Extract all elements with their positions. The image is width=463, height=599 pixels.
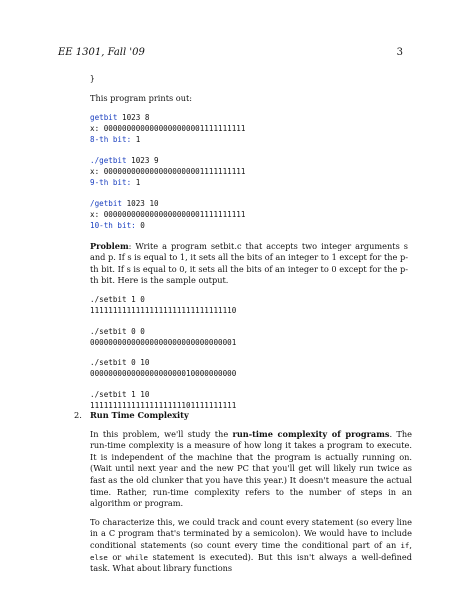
bit-label: 10-th bit:	[90, 221, 136, 231]
setbit-run-4	[90, 389, 408, 412]
command-args: 1023 9	[126, 155, 159, 165]
command-args: 1023 8	[117, 112, 150, 122]
page-number: 3	[396, 47, 403, 58]
x-output: x: 0000000000000000000001111111111	[90, 167, 246, 177]
paragraph-text: . The run-time complexity is a measure of how long it takes a program to execute. It is independent of the machine that the program is actually running on. (Wait until next year and the new PC that you'll get will likely run twice as fast as the old clunker that you have this year.) It doesn't measure the actual time. Rather, run-time complexity refers to the number of steps in an algorithm or program.	[90, 428, 412, 509]
bit-label: 9-th bit:	[90, 178, 132, 188]
keyword-if: if	[400, 540, 410, 550]
setbit-output: 00000000000000000000010000000000	[90, 369, 237, 379]
command-args: 0 10	[126, 358, 150, 368]
command-name: ./setbit	[90, 326, 127, 336]
getbit-run-3	[90, 198, 408, 232]
paragraph-text: To characterize this, we could track and count every statement (so every line in a C program that's terminated by a semicolon). We would have to include conditional statements (so count every time the conditional part of an	[90, 516, 412, 550]
section-title: Run Time Complexity	[90, 410, 189, 420]
paragraph-1	[90, 429, 412, 510]
command-args: 0 0	[126, 326, 145, 336]
command-line	[90, 357, 408, 368]
section-run-time-complexity	[74, 410, 412, 582]
command-args: 1 0	[126, 294, 145, 304]
setbit-run-2	[90, 326, 408, 349]
section-number: 2.	[74, 410, 82, 420]
command-name: /getbit	[90, 198, 123, 208]
command-name: ./setbit	[90, 358, 127, 368]
getbit-run-1	[90, 112, 408, 146]
x-output: x: 0000000000000000000001111111111	[90, 209, 246, 219]
command-name: ./setbit	[90, 294, 127, 304]
command-line	[90, 112, 408, 123]
command-args: 1 10	[126, 389, 150, 399]
command-line	[90, 198, 408, 209]
bit-output	[90, 177, 408, 188]
bit-value: 1	[131, 178, 141, 188]
paragraph-text: or	[107, 551, 126, 562]
section-body	[90, 410, 412, 575]
command-name: ./getbit	[90, 155, 127, 165]
command-name: getbit	[90, 112, 118, 122]
paragraph-text: In this problem, we'll study the	[90, 428, 233, 439]
command-args: 1023 10	[122, 198, 159, 208]
paragraph-2	[90, 517, 412, 575]
bit-value: 0	[135, 221, 145, 231]
bit-output	[90, 134, 408, 145]
command-line	[90, 326, 408, 337]
command-line	[90, 294, 408, 305]
command-name: ./setbit	[90, 389, 127, 399]
bit-label: 8-th bit:	[90, 135, 132, 145]
command-line	[90, 155, 408, 166]
paragraph-text: statement is executed). But this isn't always a well-defined task. What about library functions	[90, 551, 412, 574]
page-header	[58, 47, 403, 61]
setbit-run-3	[90, 357, 408, 380]
bit-output	[90, 220, 408, 231]
main-content	[90, 73, 408, 420]
x-output: x: 0000000000000000000001111111111	[90, 124, 246, 134]
course-title: EE 1301, Fall '09	[58, 47, 145, 58]
paragraph-text: ,	[409, 539, 412, 550]
setbit-output: 00000000000000000000000000000001	[90, 337, 237, 347]
problem-text: : Write a program setbit.c that accepts two integer arguments s and p. If s is equal to 1, it sets all the bits of an integer to 1 except for the p-th bit. If s is equal to 0, it sets all the bits of an integer to 0 except for the p-th bit. Here is the sample output.	[90, 240, 408, 286]
getbit-run-2	[90, 155, 408, 189]
setbit-output: 11111111111111111111101111111111	[90, 401, 237, 411]
bit-value: 1	[131, 135, 141, 145]
closing-brace: }	[90, 74, 95, 83]
command-line	[90, 389, 408, 400]
setbit-output: 11111111111111111111111111111110	[90, 306, 237, 316]
keyword-else: else	[90, 552, 108, 562]
keyword-while: while	[125, 552, 148, 562]
prints-out-text: This program prints out:	[90, 93, 193, 104]
problem-label: Problem	[90, 240, 129, 251]
problem-statement	[90, 241, 408, 287]
paragraph-emphasis: run-time complexity of programs	[232, 428, 390, 439]
setbit-run-1	[90, 294, 408, 317]
